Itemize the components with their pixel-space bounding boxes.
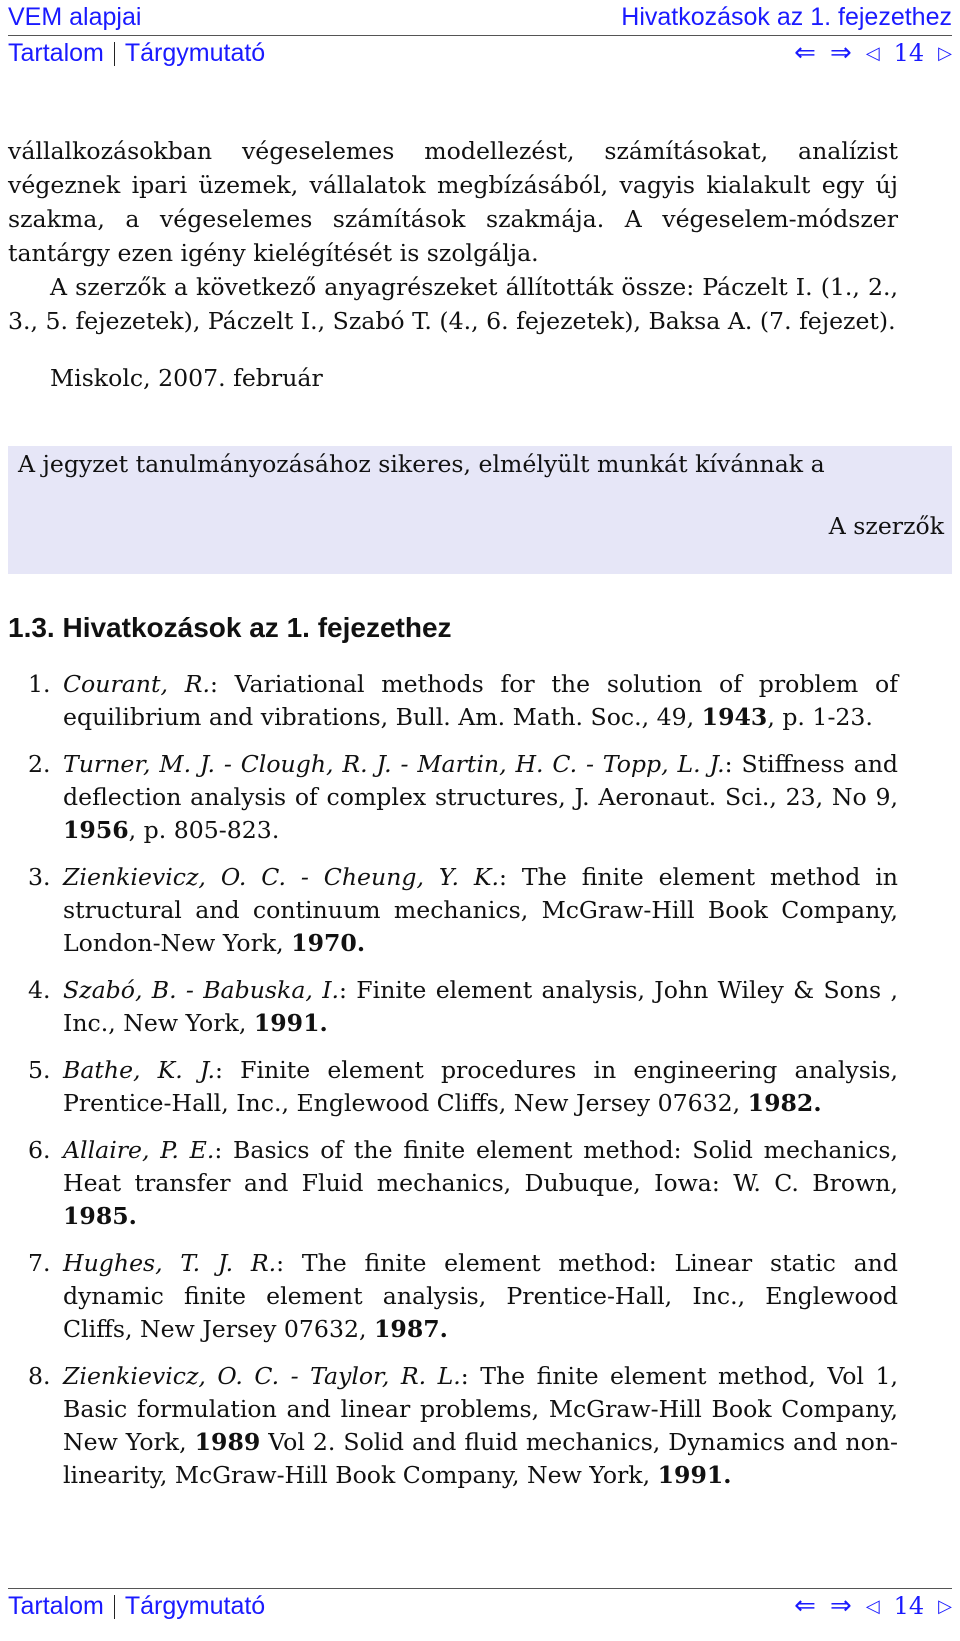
place-date: Miskolc, 2007. február xyxy=(50,364,323,392)
prev-page-icon[interactable]: ◁ xyxy=(865,42,880,64)
list-item: 7. Hughes, T. J. R.: The finite element method: Linear static and dynamic finite element analysis, Prentice-Hall, Inc., Englewood Cliffs, New Jersey 07632, 1987. xyxy=(28,1249,898,1343)
document-title: VEM alapjai xyxy=(8,2,142,31)
header-nav xyxy=(8,36,952,70)
list-item: 5. Bathe, K. J.: Finite element procedures in engineering analysis, Prentice-Hall, Inc., Englewood Cliffs, New Jersey 07632, 1982. xyxy=(28,1056,898,1117)
dedication-box xyxy=(8,446,952,574)
section-title: 1.3. Hivatkozások az 1. fejezethez xyxy=(8,612,452,643)
header-title-row xyxy=(8,0,952,34)
list-item: 6. Allaire, P. E.: Basics of the finite element method: Solid mechanics, Heat transfer and Fluid mechanics, Dubuque, Iowa: W. C. Brown, 1985. xyxy=(28,1136,898,1230)
list-item: 3. Zienkievicz, O. C. - Cheung, Y. K.: The finite element method in structural and continuum mechanics, McGraw-Hill Book Company, London-New York, 1970. xyxy=(28,863,898,957)
nav-separator xyxy=(114,1595,115,1619)
list-item: 8. Zienkievicz, O. C. - Taylor, R. L.: The finite element method, Vol 1, Basic formulation and linear problems, McGraw-Hill Book Company, New York, 1989 Vol 2. Solid and fluid mechanics, Dynamics and non-linearity, McGraw-Hill Book Company, New York, 1991. xyxy=(28,1362,898,1489)
list-item: 2. Turner, M. J. - Clough, R. J. - Martin, H. C. - Topp, L. J.: Stiffness and deflection analysis of complex structures, J. Aeronaut. Sci., 23, No 9, 1956, p. 805-823. xyxy=(28,750,899,844)
dedication-signature: A szerzők xyxy=(828,512,944,540)
preface-text xyxy=(8,134,898,395)
nav-separator xyxy=(114,42,115,66)
index-link[interactable]: Tárgymutató xyxy=(124,38,266,67)
chapter-title: Hivatkozások az 1. fejezethez xyxy=(621,2,952,31)
list-item: 4. Szabó, B. - Babuska, I.: Finite element analysis, John Wiley & Sons , Inc., New York, 1991. xyxy=(28,976,898,1037)
page-number: 14 xyxy=(893,39,925,67)
contents-link[interactable]: Tartalom xyxy=(8,38,104,67)
list-item: 1. Courant, R.: Variational methods for the solution of problem of equilibrium and vibrations, Bull. Am. Math. Soc., 49, 1943, p. 1-23. xyxy=(28,670,898,731)
dedication-text: A jegyzet tanulmányozásához sikeres, elmélyült munkát kívánnak a xyxy=(18,450,825,478)
prev-page-icon[interactable]: ◁ xyxy=(865,1595,880,1617)
footer-nav xyxy=(8,1589,952,1623)
back-arrow-icon[interactable]: ⇐ xyxy=(794,38,816,68)
paragraph: A szerzők a következő anyagrészeket állították össze: Páczelt I. (1., 2., 3., 5. fejezetek), Páczelt I., Szabó T. (4., 6. fejezetek), Baksa A. (7. fejezet). xyxy=(8,273,898,335)
next-page-icon[interactable]: ▷ xyxy=(938,1595,952,1617)
page-number: 14 xyxy=(893,1592,925,1620)
forward-arrow-icon[interactable]: ⇒ xyxy=(829,38,852,68)
paragraph: vállalkozásokban végeselemes modellezést, számításokat, analízist végeznek ipari üzemek, vállalatok megbízásából, vagyis kialakult egy új szakma, a végeselemes számítások szakmája. A végeselem-módszer tantárgy ezen igény kielégítését is szolgálja. xyxy=(8,137,898,267)
back-arrow-icon[interactable]: ⇐ xyxy=(794,1591,816,1621)
next-page-icon[interactable]: ▷ xyxy=(938,42,952,64)
forward-arrow-icon[interactable]: ⇒ xyxy=(829,1591,852,1621)
contents-link[interactable]: Tartalom xyxy=(8,1591,104,1620)
index-link[interactable]: Tárgymutató xyxy=(124,1591,266,1620)
reference-list xyxy=(8,668,898,1506)
